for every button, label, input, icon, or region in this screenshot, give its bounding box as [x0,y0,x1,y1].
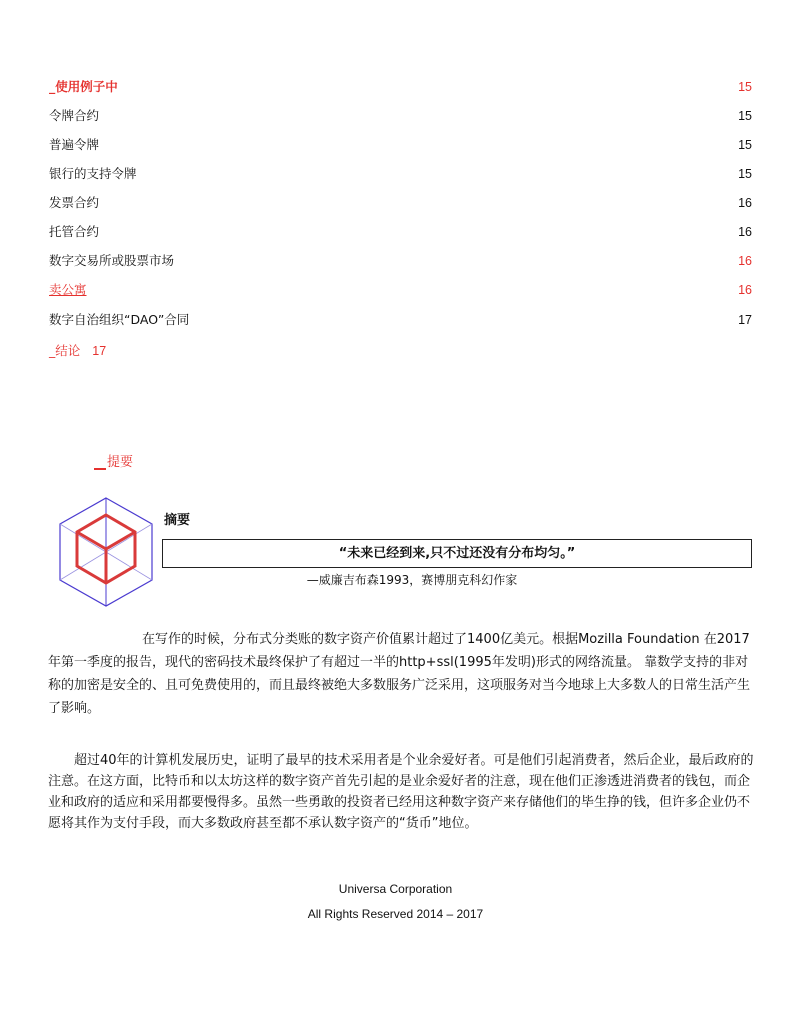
toc-row-escrow-contract[interactable] [49,223,752,241]
toc-row-use-cases[interactable] [49,78,752,96]
quote-attribution: —威廉吉布森1993，赛博朋克科幻作家 [306,573,518,587]
toc-page: 15 [738,167,752,181]
toc-row-sell-apartment[interactable] [49,281,752,299]
toc-title: 令牌合约 [49,108,100,123]
paragraph-1: 在写作的时候，分布式分类账的数字资产价值累计超过了1400亿美元。根据Mozilla Foundation 在2017年第一季度的报告，现代的密码技术最终保护了有超过一半的http+ssl(1995年发明)形式的网络流量。 靠数学支持的非对称的加密是安全的、且可免费使用的，而且最终被绝大多数服务广泛采用，这项服务对当今地球上大多数人的日常生活产生了影响。 [48,632,751,716]
footer-company: Universa Corporation [338,882,453,896]
toc-title: 银行的支持令牌 [49,166,137,181]
toc-page: 16 [738,225,752,239]
toc-page: 15 [738,109,752,123]
footer-rights: All Rights Reserved 2014 – 2017 [307,907,484,921]
toc-title: _使用例子中 [49,79,118,94]
toc-row-token-contract[interactable] [49,107,752,125]
toc-row-bank-token[interactable] [49,165,752,183]
toc-title: 普遍令牌 [49,137,100,152]
heading-underscore-mark [94,468,106,470]
toc-page: 15 [738,80,752,94]
paragraph-2: 超过40年的计算机发展历史，证明了最早的技术采用者是个业余爱好者。可是他们引起消费者，然后企业，最后政府的注意。在这方面，比特币和以太坊这样的数字资产首先引起的是业余爱好者的注意，现在他们正渗透进消费者的钱包，而企业和政府的适应和采用都要慢得多。虽然一些勇敢的投资者已经用这种数字资产来存储他们的毕生挣的钱，但许多企业仍不愿将其作为支付手段，而大多数政府甚至都不承认数字资产的“货币”地位。 [48,753,754,831]
toc-title: 数字交易所或股票市场 [49,253,175,268]
toc-title: 数字自治组织“DAO”合同 [49,312,190,327]
toc-row-conclusion[interactable] [49,341,106,359]
toc-page: 15 [738,138,752,152]
toc-page: 17 [738,313,752,327]
toc-row-invoice-contract[interactable] [49,194,752,212]
toc-title: 托管合约 [49,224,100,239]
toc-row-universal-token[interactable] [49,136,752,154]
abstract-heading [94,451,133,470]
toc-title: _结论 [49,343,81,358]
toc-title: 卖公寓 [49,282,87,297]
quote-text: “未来已经到来,只不过还没有分布均匀。” [338,546,576,561]
toc-page: 17 [92,344,107,358]
toc-row-dao-contract[interactable] [49,311,752,329]
toc-row-exchange[interactable] [49,252,752,270]
quote-box [162,539,752,568]
toc-title: 发票合约 [49,195,100,210]
toc-page: 16 [738,283,752,297]
toc-page: 16 [738,196,752,210]
summary-title: 摘要 [164,513,191,528]
universa-cube-logo [57,496,155,608]
abstract-heading-text: 提要 [107,455,134,470]
toc-page: 16 [738,254,752,268]
